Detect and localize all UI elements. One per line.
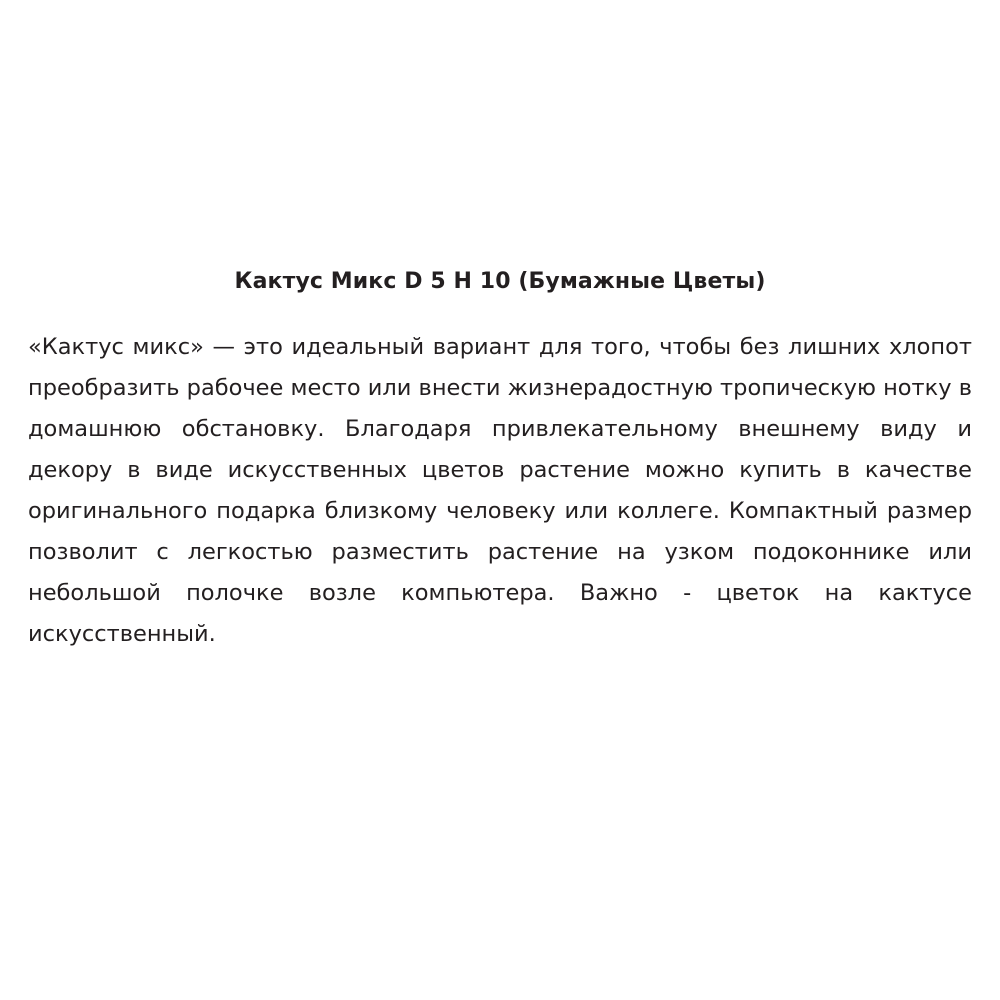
page-title: Кактус Микс D 5 H 10 (Бумажные Цветы) — [234, 269, 766, 294]
product-description-paragraph: «Кактус микс» — это идеальный вариант для того, чтобы без лишних хлопот преобразить рабочее место или внести жизнерадостную тропическую нотку в домашнюю обстановку. Благодаря привлекательному внешнему виду и декору в виде искусственных цветов растение можно купить в качестве оригинального подарка близкому человеку или коллеге. Компактный размер позволит с легкостью разместить растение на узком подоконнике или небольшой полочке возле компьютера. Важно - цветок на кактусе искусственный. — [28, 333, 972, 647]
document-content — [28, 268, 972, 655]
